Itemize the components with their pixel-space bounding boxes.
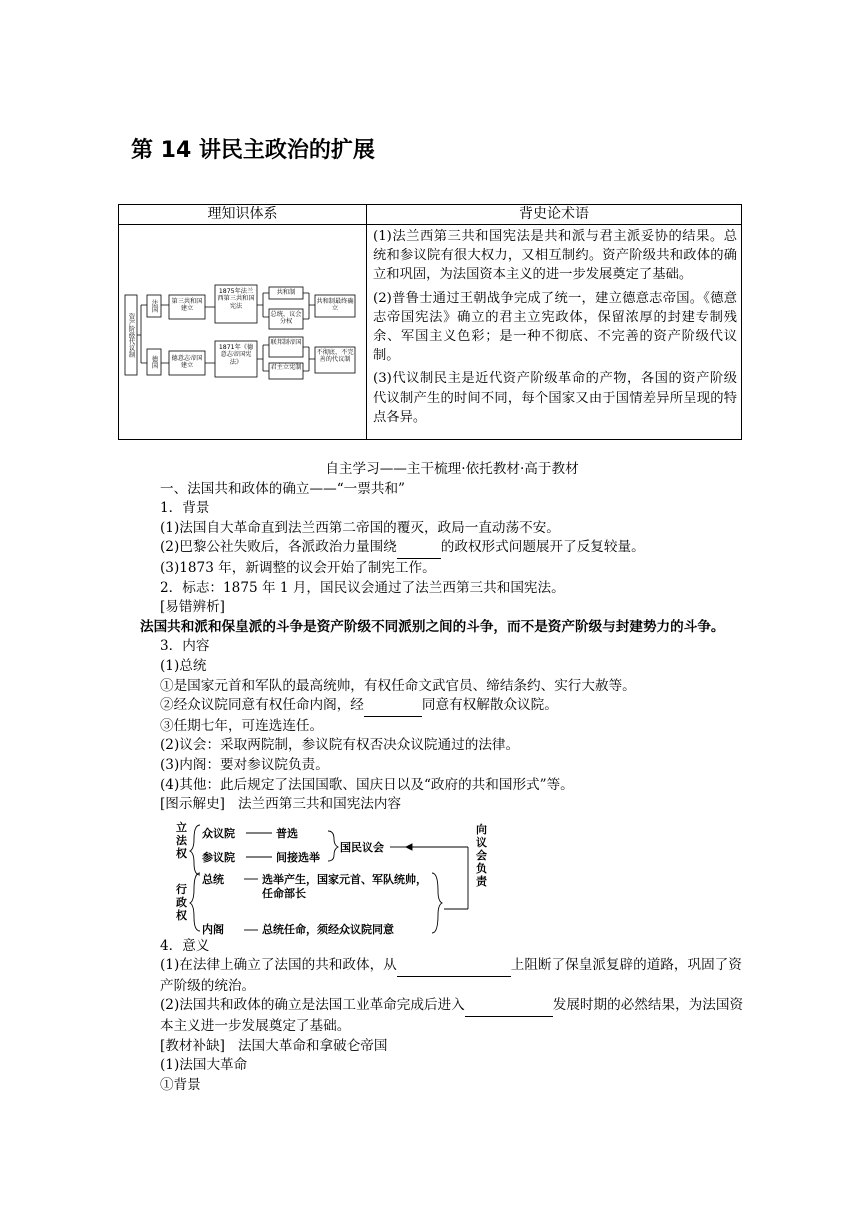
tag-supplement-text: 法国大革命和拿破仑帝国 [237,1037,388,1054]
significance-1 [160,956,744,996]
mindmap-france-step1: 第三共和国建立 [171,298,203,313]
supplement-sub-1: (1)法国大革命 [160,1057,248,1074]
tag-diagram [160,795,744,815]
content-president: (1)总统 [160,657,207,674]
mindmap [119,225,366,439]
house-deputies: 众议院 [202,826,235,840]
subheading-significance: 4．意义 [160,937,210,954]
tag-supplement [160,1037,744,1057]
content-president-b-b: 同意有权解散众议院。 [421,697,558,714]
knowledge-table [118,204,742,440]
mindmap-labels [119,225,365,439]
subheading-background: 1．背景 [160,500,210,517]
subheading-content: 3．内容 [160,638,210,655]
mindmap-root: 资产阶级代议制 [127,312,135,358]
president-node: 总统 [202,872,224,886]
sign-para: 2．标志：1875 年 1 月，国民议会通过了法兰西第三共和国宪法。 [160,579,565,596]
tag-supplement-label: [教材补缺] [160,1037,225,1054]
mindmap-germany-step1: 德意志帝国建立 [171,355,203,370]
bg-para-3: (3)1873 年，新调整的议会开始了制宪工作。 [160,559,436,576]
content-other: (4)其他：此后规定了法国国歌、国庆日以及“政府的共和国形式”等。 [160,776,574,793]
president-desc-2: 任命部长 [262,886,306,900]
mindmap-france: 法国 [150,299,158,313]
mindmap-germany: 德国 [150,355,158,369]
house-senate-method: 间接选举 [276,850,320,864]
content-president-a: ①是国家元首和军队的最高统帅，有权任命文武官员、缔结条约、实行大赦等。 [160,677,636,694]
mindmap-france-b: 总统、议会分权 [270,311,302,326]
significance-1-b: 上阻断了保皇派复辟的道路，巩固了资产阶级的统治。 [160,957,742,994]
heading-1: 一、法国共和政体的确立——“一票共和” [160,480,405,497]
cabinet-node: 内阁 [202,922,224,936]
content-cabinet: (3)内阁：要对参议院负责。 [160,756,329,773]
page-title: 第 14 讲民主政治的扩展 [131,138,375,163]
right-header: 背史论术语 [367,205,742,225]
content-president-b [160,696,744,717]
terms-cell [367,225,742,440]
significance-1-a: (1)在法律上确立了法国的共和政体，从 [160,957,397,974]
left-header: 理知识体系 [119,205,367,225]
national-assembly: 国民议会 [340,840,384,854]
content-president-c: ③任期七年，可连选连任。 [160,717,324,734]
mindmap-germany-result: 不彻底、不完善的代议制 [316,349,354,364]
constitution-diagram-labels [176,819,506,935]
bg-para-1: (1)法国自大革命直到法兰西第二帝国的覆灭，政局一直动荡不安。 [160,519,560,536]
supplement-sub-1a: ①背景 [160,1076,201,1093]
president-desc-1: 选举产生，国家元首、军队统帅， [262,872,427,886]
mindmap-cell [119,225,367,440]
term-para-1: (1)法兰西第三共和国宪法是共和派与君主派妥协的结果。总统和参议院有很大权力，又相互制约。资产阶级共和政体的确立和巩固，为法国资本主义的进一步发展奠定了基础。 [373,229,737,283]
bold-note: 法国共和派和保皇派的斗争是资产阶级不同派别之间的斗争，而不是资产阶级与封建势力的斗争。 [140,618,725,635]
tag-diagram-text: 法兰西第三共和国宪法内容 [237,796,402,813]
responsibility-label: 向议会负责 [476,822,487,888]
mindmap-france-a: 共和制 [276,289,296,296]
section-heading: 自主学习——主干梳理·依托教材·高于教材 [325,461,579,477]
content-parliament: (2)议会：采取两院制，参议院有权否决众议院通过的法律。 [160,737,520,754]
term-para-3: (3)代议制民主是近代资产阶级革命的产物，各国的资产阶级代议制产生的时间不同，每个国家又由于国情差异所呈现的特点各异。 [373,371,737,425]
significance-2-a: (2)法国共和政体的确立是法国工业革命完成后进入 [160,997,465,1014]
bg-para-2-a: (2)巴黎公社失败后，各派政治力量围绕 [160,539,397,556]
mindmap-germany-b: 君主立宪制 [270,364,302,371]
fill-blank-2[interactable] [364,696,422,717]
mindmap-germany-step2: 1871年《德意志帝国宪法》 [218,344,254,366]
fill-blank-3[interactable] [397,956,511,977]
significance-2-b: 发展时期的必然结果，为法国资本主义进一步发展奠定了基础。 [160,997,744,1035]
tag-diagram-label: [图示解史] [160,796,225,813]
fill-blank-1[interactable] [397,538,441,559]
significance-2 [160,996,744,1036]
tag-error-analysis: [易错辨析] [160,599,225,616]
legislative-label: 立法权 [176,820,187,860]
mindmap-france-result: 共和制最终确立 [316,298,354,313]
term-para-2: (2)普鲁士通过王朝战争完成了统一，建立德意志帝国。《德意志帝国宪法》确立的君主立宪政体，保留浓厚的封建专制残余、军国主义色彩；是一种不彻底、不完善的资产阶级代议制。 [373,290,737,364]
content-president-b-a: ②经众议院同意有权任命内阁，经 [160,697,364,714]
house-senate: 参议院 [202,850,235,864]
mindmap-france-step2: 1875年法兰西第三共和国宪法 [217,288,255,310]
bg-para-2 [160,538,744,559]
executive-label: 行政权 [176,882,187,922]
fill-blank-4[interactable] [465,996,553,1017]
cabinet-desc: 总统任命，须经众议院同意 [262,922,394,936]
bg-para-2-b: 的政权形式问题展开了反复较量。 [440,539,645,556]
constitution-diagram [160,819,744,935]
house-deputies-method: 普选 [276,826,298,840]
main-body [140,460,744,1095]
mindmap-germany-a: 联邦制帝国 [270,339,302,346]
